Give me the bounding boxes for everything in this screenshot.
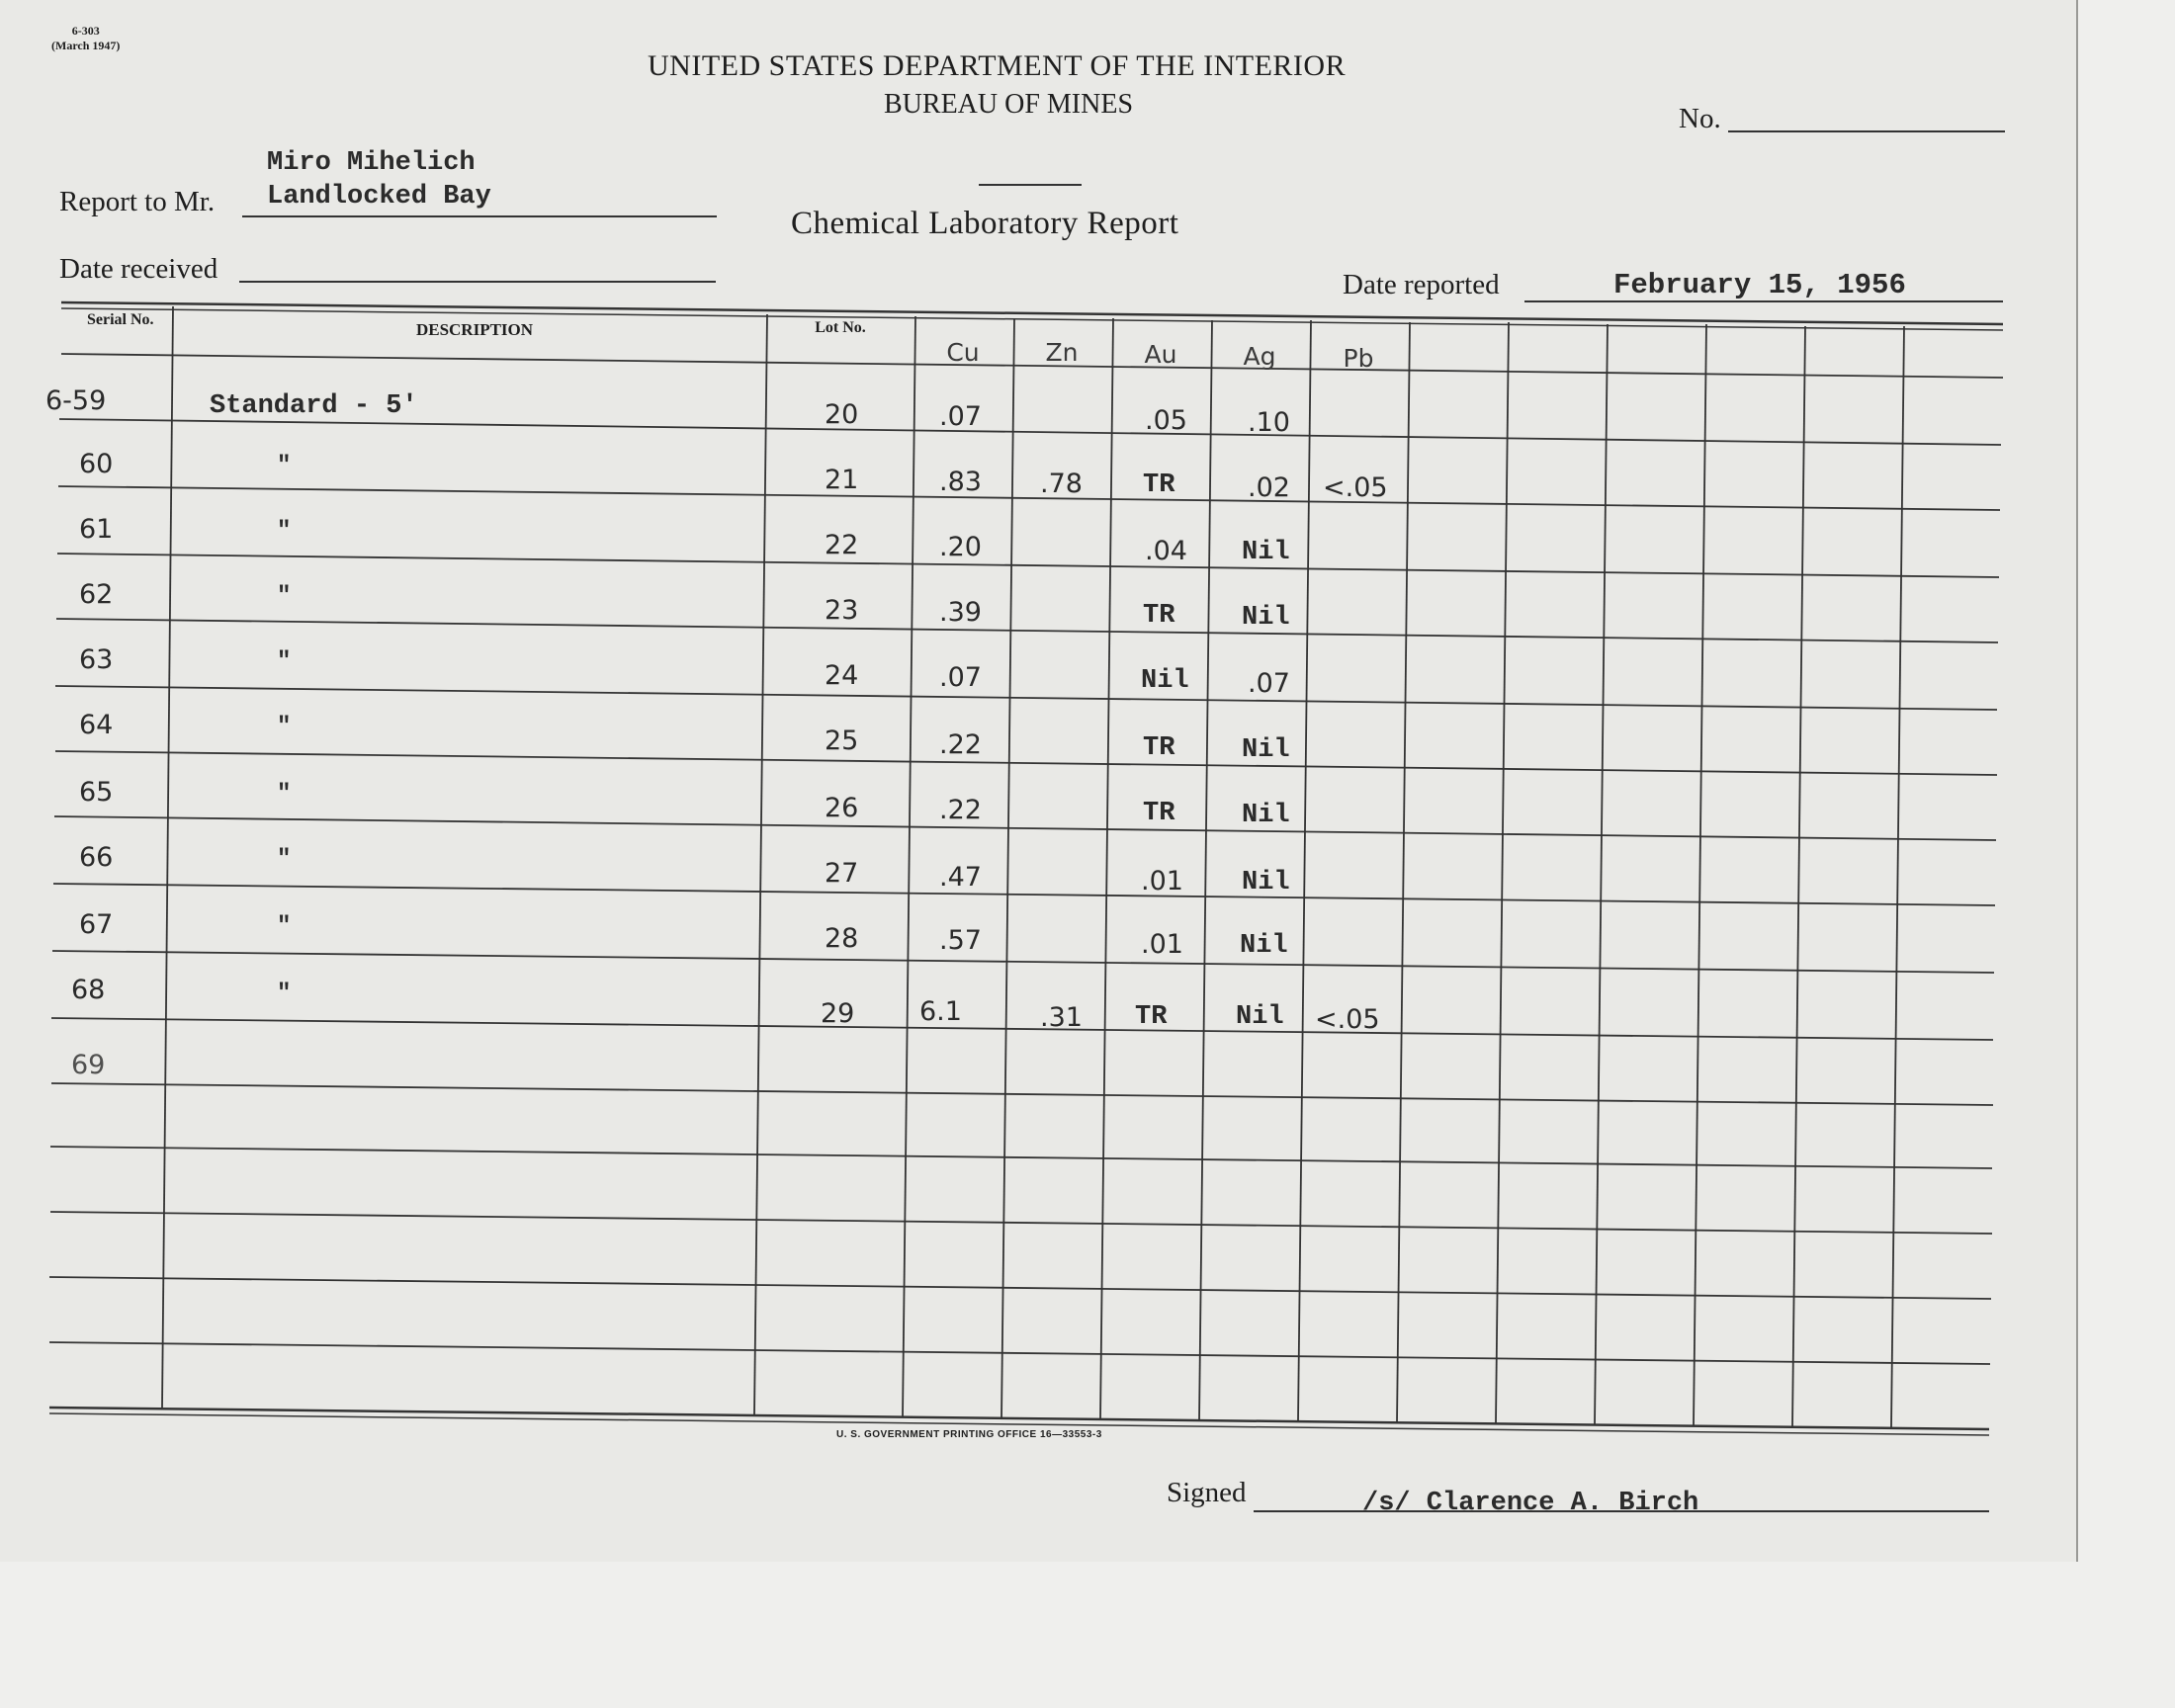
ag-cell: Nil <box>1242 868 1290 897</box>
description-cell: " <box>277 583 292 610</box>
serial-cell: 63 <box>79 644 114 675</box>
cu-cell: 6.1 <box>919 996 962 1027</box>
no-label: No. <box>1679 103 1721 134</box>
ag-cell: Nil <box>1242 801 1290 830</box>
zn-header: Zn <box>1045 338 1079 367</box>
description-cell: " <box>277 981 292 1007</box>
ag-cell: .07 <box>1248 668 1290 699</box>
date-reported-value: February 15, 1956 <box>1613 269 1906 301</box>
cu-cell: .39 <box>939 597 982 628</box>
au-cell: TR <box>1143 601 1175 631</box>
ag-cell: Nil <box>1242 603 1290 633</box>
au-cell: .04 <box>1145 536 1187 566</box>
lot-cell: 29 <box>821 998 855 1029</box>
au-cell: TR <box>1135 1002 1168 1032</box>
cu-header: Cu <box>946 338 980 367</box>
lot-cell: 25 <box>825 726 859 756</box>
ag-cell: .10 <box>1248 407 1290 438</box>
ag-cell: Nil <box>1242 735 1290 765</box>
printer-imprint: U. S. GOVERNMENT PRINTING OFFICE 16—33553-3 <box>836 1429 1102 1440</box>
au-cell: .05 <box>1145 405 1187 436</box>
description-cell: " <box>277 453 292 479</box>
pb-header: Pb <box>1343 344 1374 373</box>
ag-cell: .02 <box>1248 472 1290 503</box>
cu-cell: .20 <box>939 532 982 562</box>
zn-cell: .78 <box>1040 469 1083 499</box>
au-cell: .01 <box>1141 866 1183 897</box>
lot-cell: 23 <box>825 595 859 626</box>
lot-cell: 26 <box>825 793 859 823</box>
pb-cell: <.05 <box>1315 1004 1380 1035</box>
cu-cell: .07 <box>939 401 982 432</box>
lot-cell: 20 <box>825 399 859 430</box>
form-number-date: (March 1947) <box>51 39 121 52</box>
lot-cell: 28 <box>825 923 859 954</box>
date-reported-label: Date reported <box>1343 269 1500 300</box>
description-cell: " <box>277 648 292 675</box>
ag-header: Ag <box>1243 342 1276 371</box>
bureau-title: BUREAU OF MINES <box>884 89 1134 120</box>
signed-label: Signed <box>1167 1477 1247 1508</box>
ag-cell: Nil <box>1236 1002 1284 1032</box>
cu-cell: .07 <box>939 662 982 693</box>
au-cell: TR <box>1143 733 1175 763</box>
serial-cell: 68 <box>71 975 106 1005</box>
serial-cell: 67 <box>79 909 114 940</box>
description-cell: " <box>277 781 292 808</box>
ag-cell: Nil <box>1240 931 1288 961</box>
description-cell: " <box>277 913 292 940</box>
lot-cell: 21 <box>825 465 859 495</box>
serial-cell: 6-59 <box>45 385 107 416</box>
serial-no-header: Serial No. <box>87 311 154 328</box>
pb-cell: <.05 <box>1323 472 1388 503</box>
cu-cell: .57 <box>939 925 982 956</box>
lot-no-header: Lot No. <box>815 319 866 336</box>
ag-cell: Nil <box>1242 538 1290 567</box>
agency-title: UNITED STATES DEPARTMENT OF THE INTERIOR <box>648 49 1347 82</box>
serial-cell: 66 <box>79 842 114 873</box>
cu-cell: .22 <box>939 729 982 760</box>
au-cell: .01 <box>1141 929 1183 960</box>
report-to-name: Miro Mihelich <box>267 148 476 178</box>
description-cell: " <box>277 714 292 740</box>
cu-cell: .47 <box>939 862 982 893</box>
au-cell: Nil <box>1141 666 1189 696</box>
au-cell: TR <box>1143 799 1175 828</box>
lot-cell: 24 <box>825 660 859 691</box>
serial-cell: 60 <box>79 449 114 479</box>
serial-cell: 62 <box>79 579 114 610</box>
cu-cell: .83 <box>939 467 982 497</box>
au-cell: TR <box>1143 470 1175 500</box>
description-header: DESCRIPTION <box>415 320 534 339</box>
lot-cell: 22 <box>825 530 859 560</box>
serial-cell: 64 <box>79 710 114 740</box>
lot-cell: 27 <box>825 858 859 889</box>
cu-cell: .22 <box>939 795 982 825</box>
description-cell: Standard - 5' <box>210 391 418 421</box>
serial-cell: 69 <box>71 1050 106 1080</box>
au-header: Au <box>1144 340 1177 369</box>
report-to-label: Report to Mr. <box>59 186 216 217</box>
signature: /s/ Clarence A. Birch <box>1362 1489 1699 1518</box>
serial-cell: 65 <box>79 777 114 808</box>
description-cell: " <box>277 846 292 873</box>
report-to-place: Landlocked Bay <box>267 182 491 212</box>
date-received-label: Date received <box>59 253 218 285</box>
signature-line <box>1254 1510 1989 1512</box>
zn-cell: .31 <box>1040 1002 1083 1033</box>
serial-cell: 61 <box>79 514 114 545</box>
description-cell: " <box>277 518 292 545</box>
report-title: Chemical Laboratory Report <box>791 206 1179 241</box>
form-number-code: 6-303 <box>71 24 100 38</box>
